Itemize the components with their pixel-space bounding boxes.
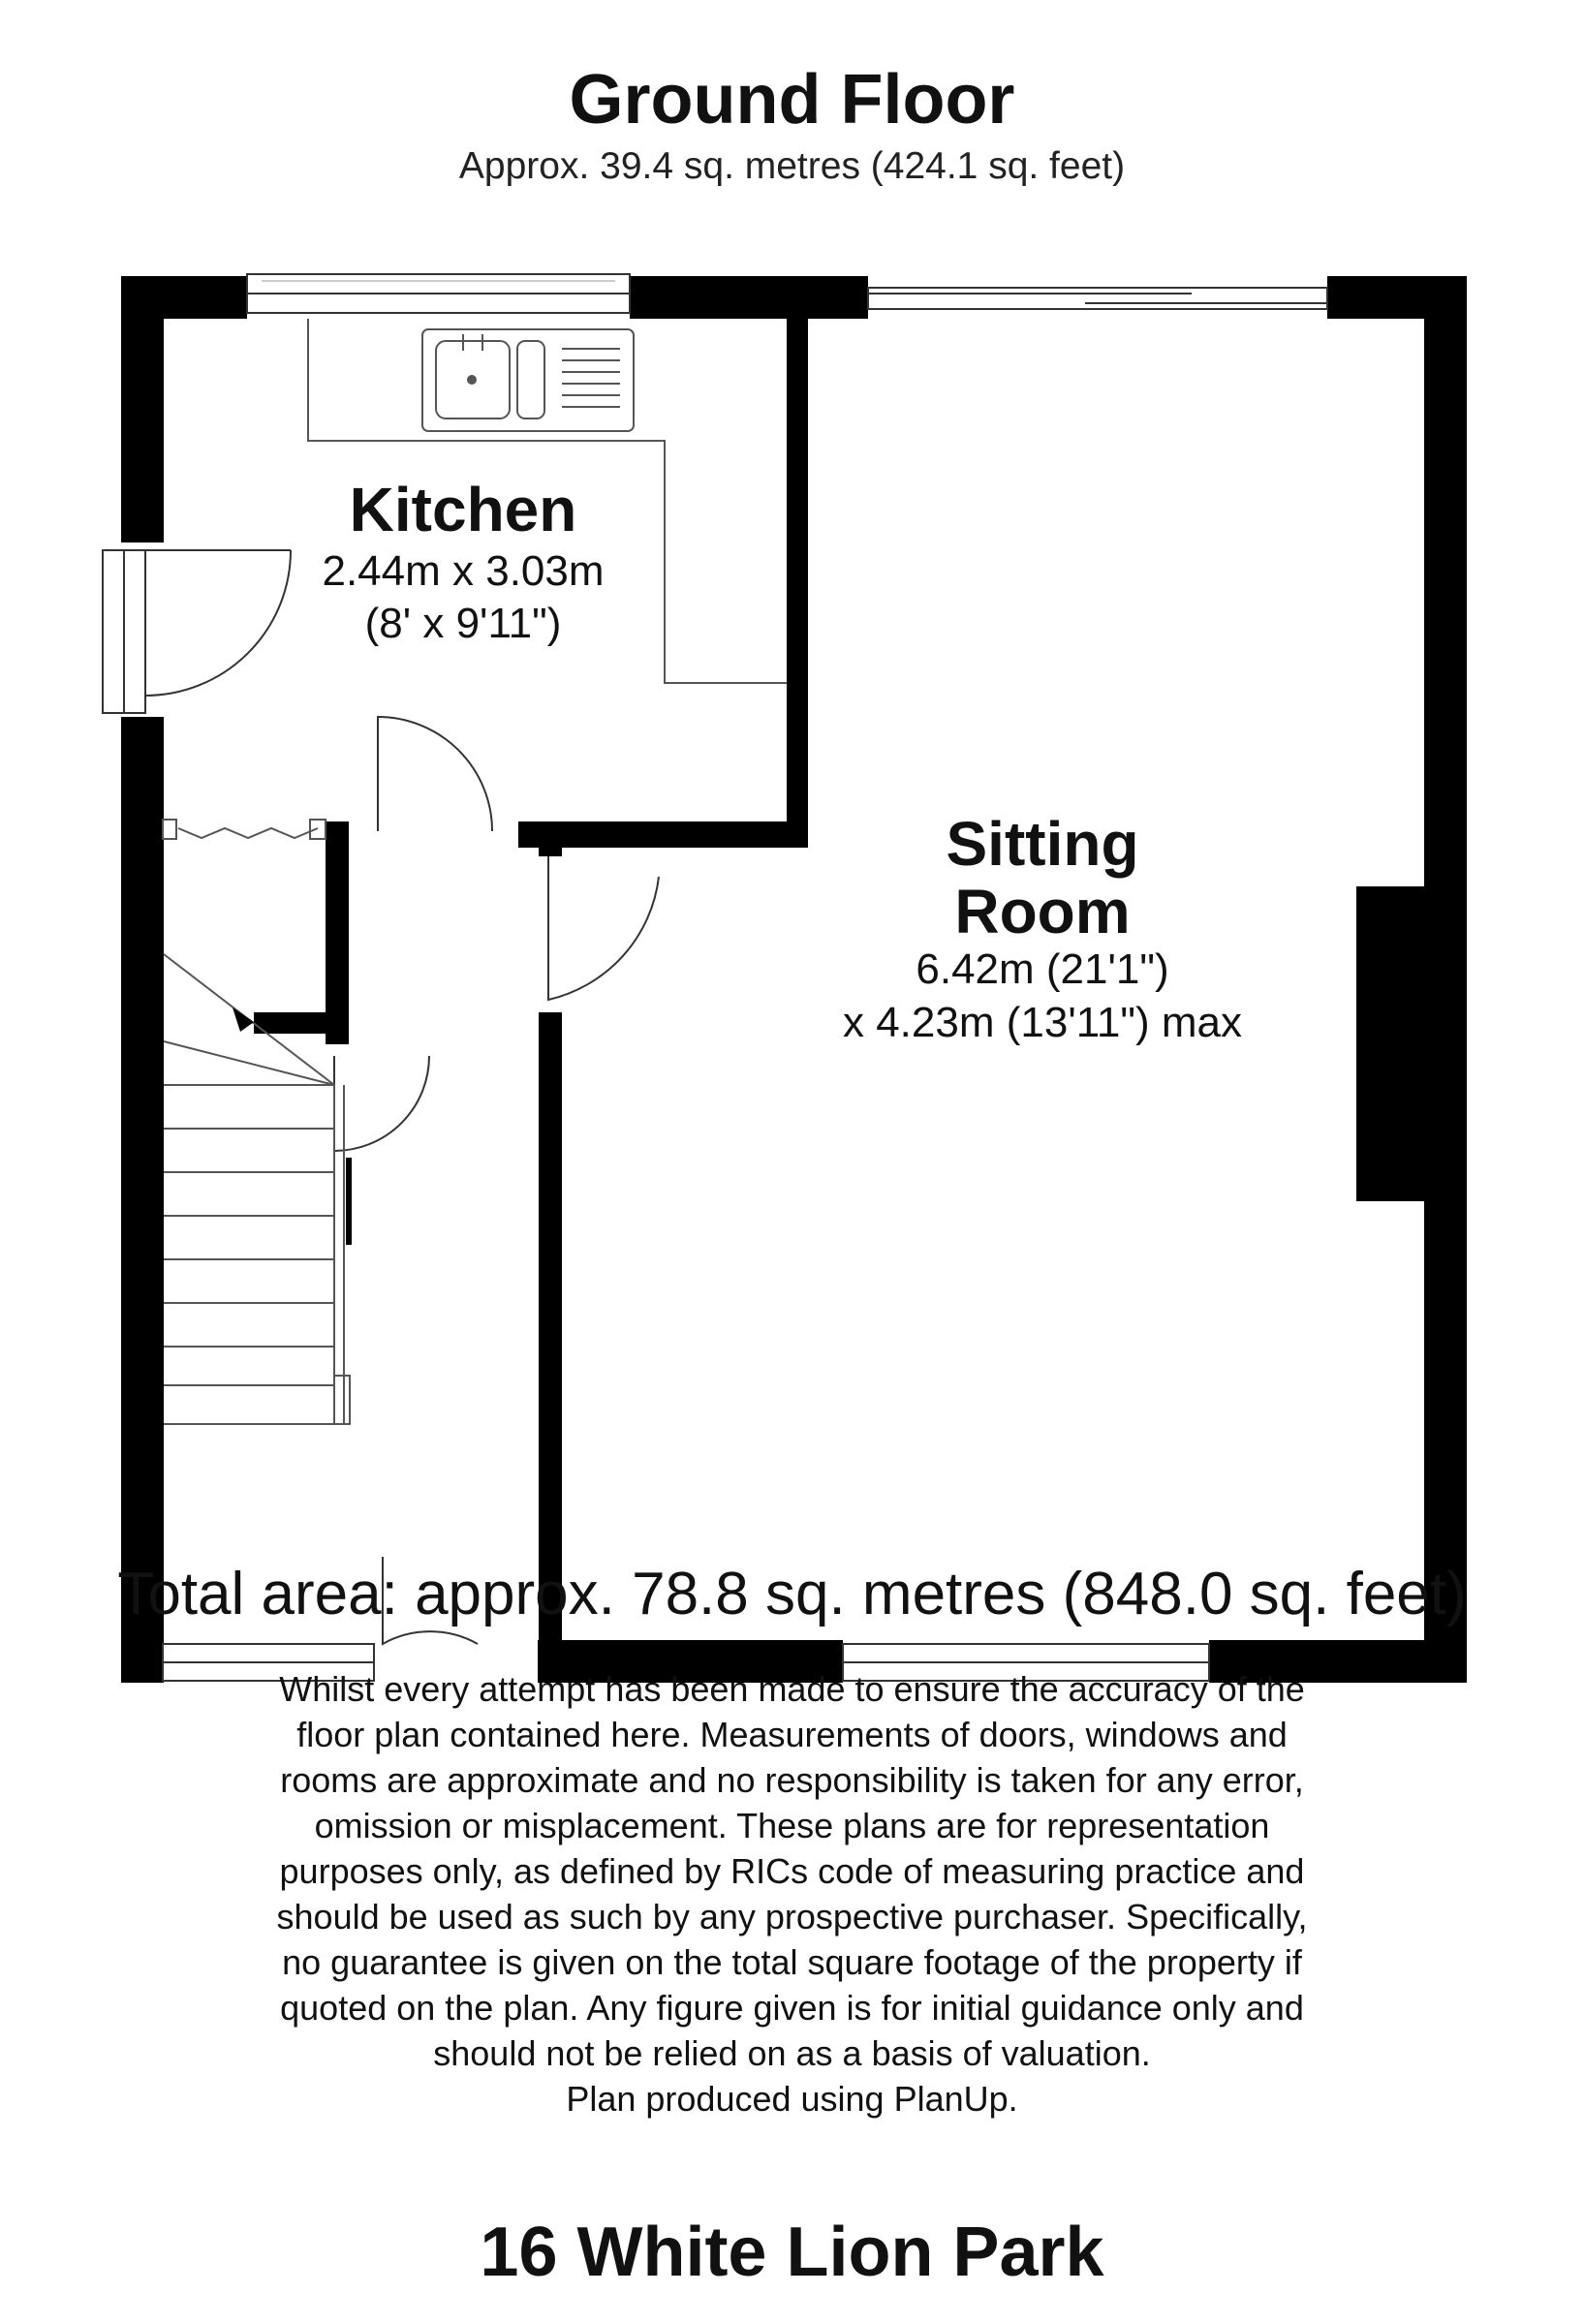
sitting-room-label-2: Room [954, 877, 1131, 946]
wall-right [1424, 276, 1467, 1683]
wall-stub-hall [539, 821, 562, 856]
door-kitchen-external [145, 550, 291, 696]
wall-kitchen-right [787, 276, 808, 848]
property-address: 16 White Lion Park [480, 2214, 1104, 2291]
walls [121, 276, 1467, 1683]
produced-by: Plan produced using PlanUp. [566, 2079, 1018, 2119]
door-sitting-room [548, 856, 659, 1000]
door-under-stairs [334, 1056, 429, 1151]
kitchen-label: Kitchen [349, 475, 577, 544]
wall-left-upper [121, 276, 164, 542]
window-sitting-top [868, 288, 1327, 309]
total-area: Total area: approx. 78.8 sq. metres (848.0 sq. feet) [117, 1561, 1467, 1627]
door-kitchen-hall [378, 717, 492, 831]
doors [145, 550, 659, 1644]
sink-drainer [517, 341, 544, 418]
kitchen-dim-metric: 2.44m x 3.03m [322, 547, 605, 595]
sitting-room-dim-2: x 4.23m (13'11") max [842, 999, 1243, 1046]
chimney-breast [1356, 886, 1426, 1201]
sitting-room-dim-1: 6.42m (21'1") [916, 945, 1169, 993]
sink-unit [422, 329, 634, 431]
bifold-doors [163, 820, 326, 839]
floor-area-subtitle: Approx. 39.4 sq. metres (424.1 sq. feet) [458, 145, 1126, 187]
kitchen-dim-imperial: (8' x 9'11") [364, 600, 562, 647]
disclaimer-body: Whilst every attempt has been made to ensure the accuracy of the floor plan contained here. Measurements of doors, windows and rooms are approximate and no responsibility is taken for any error, omission or misplacement. These plans are for representation purposes only, as defined by RICs code of measuring practice and should be used as such by any prospective purchaser. Specifically, no guarantee is given on the total square footage of the property if quoted on the plan. Any figure given is for initial guidance only and should not be relied on as a basis of valuation. [276, 1669, 1308, 2073]
floor-title: Ground Floor [569, 61, 1015, 139]
wall-left-lower [121, 717, 164, 1683]
stair-arrow-icon [233, 1007, 254, 1032]
wall-under-stairs-horizontal [254, 1012, 349, 1034]
wall-bottom-left [121, 1640, 163, 1683]
sitting-room-label-1: Sitting [946, 809, 1139, 879]
wall-under-stairs-vertical [326, 821, 349, 1044]
wall-top-middle [630, 276, 868, 319]
disclaimer-text [262, 1666, 1322, 2122]
